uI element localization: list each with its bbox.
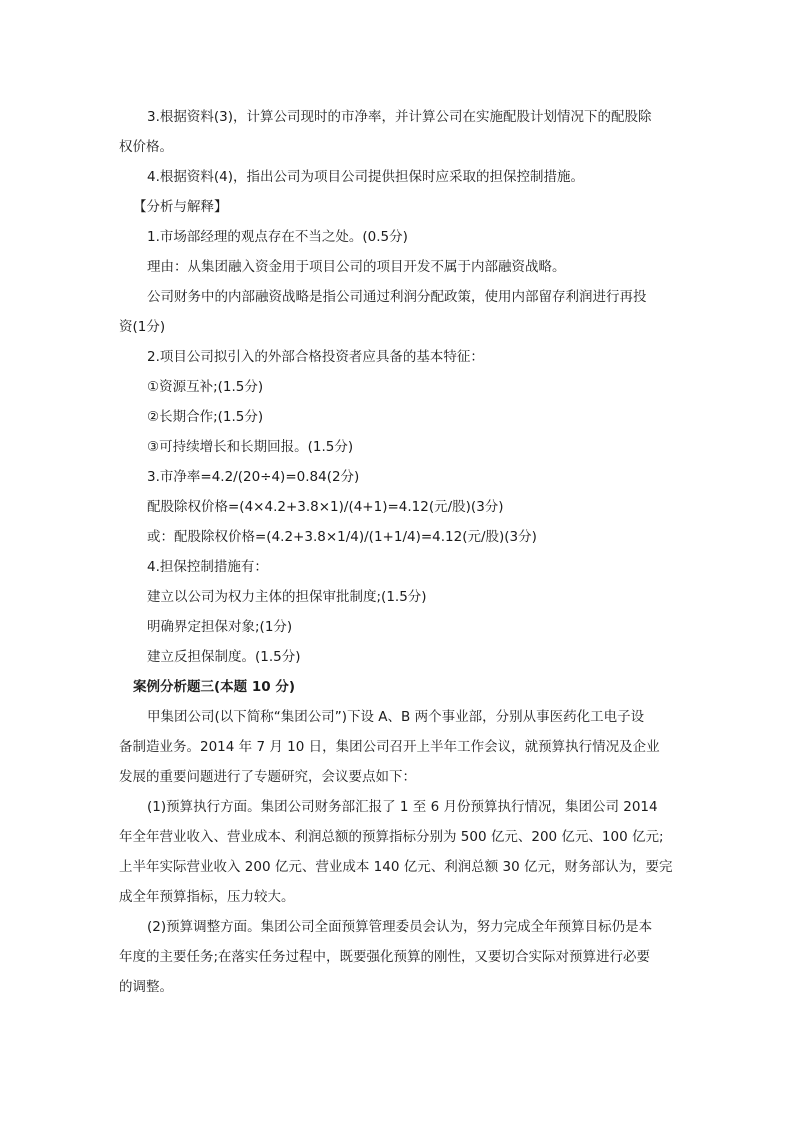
answer-4-intro: 4.担保控制措施有： <box>147 559 268 575</box>
answer-3-pb-ratio: 3.市净率=4.2/(20÷4)=0.84(2分) <box>147 469 360 485</box>
case-3-para-2-line-4: 成全年预算指标，压力较大。 <box>119 889 295 905</box>
answer-2-item-3: ③可持续增长和长期回报。(1.5分) <box>147 439 354 455</box>
answer-4-item-1: 建立以公司为权力主体的担保审批制度;(1.5分) <box>147 589 427 605</box>
answer-3-rights-price-alt: 或：配股除权价格=(4.2+3.8×1/4)/(1+1/4)=4.12(元/股)(3分) <box>147 529 537 545</box>
case-3-para-2-line-1: (1)预算执行方面。集团公司财务部汇报了 1 至 6 月份预算执行情况，集团公司 2014 <box>147 799 658 815</box>
answer-2-intro: 2.项目公司拟引入的外部合格投资者应具备的基本特征： <box>147 349 484 365</box>
case-3-para-2-line-2: 年全年营业收入、营业成本、利润总额的预算指标分别为 500 亿元、200 亿元、100 亿元; <box>119 829 664 845</box>
case-3-para-1-line-1: 甲集团公司(以下简称“集团公司”)下设 A、B 两个事业部，分别从事医药化工电子设 <box>147 709 645 725</box>
case-3-para-3-line-1: (2)预算调整方面。集团公司全面预算管理委员会认为，努力完成全年预算目标仍是本 <box>147 919 653 935</box>
answer-1-detail-line-2: 资(1分) <box>119 319 166 335</box>
answer-1-reason: 理由：从集团融入资金用于项目公司的项目开发不属于内部融资战略。 <box>147 259 566 275</box>
question-3-line-2: 权价格。 <box>119 139 173 155</box>
case-3-para-3-line-3: 的调整。 <box>119 979 173 995</box>
case-3-heading: 案例分析题三(本题 10 分) <box>133 679 296 695</box>
case-3-para-3-line-2: 年度的主要任务;在落实任务过程中，既要强化预算的刚性，又要切合实际对预算进行必要 <box>119 949 651 965</box>
answer-4-item-2: 明确界定担保对象;(1分) <box>147 619 293 635</box>
answer-3-rights-price: 配股除权价格=(4×4.2+3.8×1)/(4+1)=4.12(元/股)(3分) <box>147 499 504 515</box>
case-3-para-1-line-2: 备制造业务。2014 年 7 月 10 日，集团公司召开上半年工作会议，就预算执行情况及企业 <box>119 739 660 755</box>
answer-1-detail-line-1: 公司财务中的内部融资战略是指公司通过利润分配政策，使用内部留存利润进行再投 <box>147 289 647 305</box>
analysis-heading: 【分析与解释】 <box>133 199 228 215</box>
case-3-para-2-line-3: 上半年实际营业收入 200 亿元、营业成本 140 亿元、利润总额 30 亿元，财务部认为，要完 <box>119 859 673 875</box>
answer-4-item-3: 建立反担保制度。(1.5分) <box>147 649 301 665</box>
answer-2-item-1: ①资源互补;(1.5分) <box>147 379 264 395</box>
question-4: 4.根据资料(4)，指出公司为项目公司提供担保时应采取的担保控制措施。 <box>147 169 585 185</box>
answer-1-point: 1.市场部经理的观点存在不当之处。(0.5分) <box>147 229 408 245</box>
answer-2-item-2: ②长期合作;(1.5分) <box>147 409 264 425</box>
question-3-line-1: 3.根据资料(3)，计算公司现时的市净率，并计算公司在实施配股计划情况下的配股除 <box>147 109 652 125</box>
case-3-para-1-line-3: 发展的重要问题进行了专题研究，会议要点如下： <box>119 769 416 785</box>
